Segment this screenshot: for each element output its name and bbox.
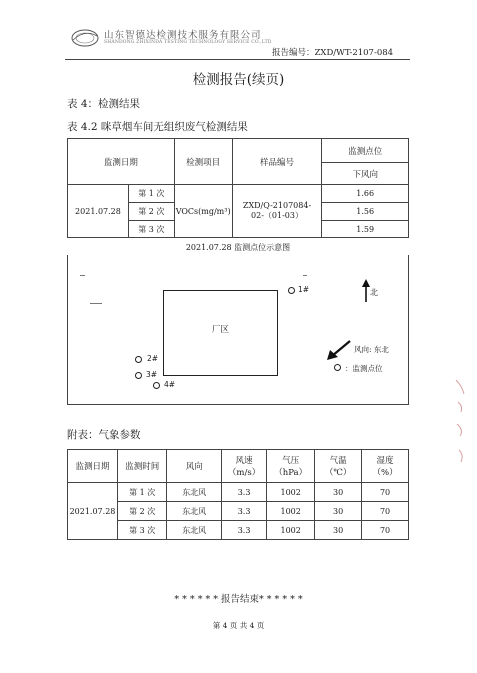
- north-label: 北: [370, 288, 378, 297]
- company-name: 山东智德达检测技术服务有限公司: [104, 30, 262, 41]
- point-label-1: 1#: [298, 285, 310, 294]
- weather-cell-wind-dir: 东北风: [167, 502, 221, 521]
- margin-stamp-marks: [452, 380, 472, 470]
- section-table42-title: 表 4.2 咪草烟车间无组织废气检测结果: [67, 121, 248, 133]
- weather-cell-date: 2021.07.28: [68, 483, 118, 540]
- weather-cell-humidity: 70: [362, 502, 409, 521]
- weather-cell-wind-speed: 3.3: [221, 502, 266, 521]
- monitoring-point-4: [153, 382, 160, 389]
- cell-value: 1.56: [322, 203, 409, 221]
- section-table4-title: 表 4：检测结果: [67, 98, 141, 110]
- cell-sample-no: ZXD/Q-2107084-02-（01-03）: [232, 185, 322, 238]
- header-sample-no: 样品编号: [232, 139, 322, 185]
- legend-label: ：监测点位: [345, 364, 383, 373]
- weather-cell-wind-dir: 东北风: [167, 483, 221, 502]
- report-end-marker: * * * * * * 报告结束* * * * * *: [174, 594, 303, 605]
- weather-cell-temp: 30: [315, 521, 362, 540]
- map-mark: [80, 275, 85, 276]
- weather-header-wind-dir: 风向: [167, 450, 221, 483]
- cell-run: 第 3 次: [128, 221, 174, 238]
- results-table: [67, 138, 409, 238]
- wind-direction-arrow-icon: [326, 339, 352, 361]
- cell-run: 第 2 次: [128, 203, 174, 221]
- company-name-en: SHANDONG ZHIXINDA TESTING TECHNOLOGY SERVICE CO.,LTD: [104, 40, 272, 45]
- point-label-2: 2#: [147, 354, 159, 363]
- weather-table: [67, 449, 409, 540]
- wind-direction-label: 风向: 东北: [354, 345, 389, 354]
- page-number: 第 4 页 共 4 页: [212, 621, 265, 630]
- header-point: 监测点位: [322, 139, 409, 163]
- weather-header-humidity: 湿度（%）: [362, 450, 409, 483]
- cell-item: VOCs(mg/m³): [174, 185, 232, 238]
- weather-cell-pressure: 1002: [267, 521, 315, 540]
- weather-cell-time: 第 2 次: [117, 502, 167, 521]
- header-date: 监测日期: [68, 139, 175, 185]
- weather-header-wind-speed: 风速（m/s）: [221, 450, 266, 483]
- header-item: 检测项目: [174, 139, 232, 185]
- weather-header-pressure: 气压（hPa）: [267, 450, 315, 483]
- company-logo: [70, 27, 100, 49]
- monitoring-point-2: [135, 356, 142, 363]
- monitoring-point-map: [67, 243, 409, 405]
- point-label-4: 4#: [164, 380, 176, 389]
- weather-cell-wind-dir: 东北风: [167, 521, 221, 540]
- monitoring-point-1: [288, 287, 295, 294]
- report-number: 报告编号：ZXD/WT-2107-084: [272, 48, 394, 58]
- legend-point-icon: [334, 364, 341, 371]
- weather-cell-humidity: 70: [362, 521, 409, 540]
- cell-date: 2021.07.28: [68, 185, 129, 238]
- map-title: 2021.07.28 监测点位示意图: [185, 243, 291, 252]
- weather-cell-pressure: 1002: [267, 483, 315, 502]
- section-weather-title: 附表：气象参数: [67, 429, 141, 441]
- factory-label: 厂区: [211, 325, 229, 335]
- header-downwind: 下风向: [322, 163, 409, 185]
- monitoring-point-3: [135, 372, 142, 379]
- weather-cell-wind-speed: 3.3: [221, 483, 266, 502]
- weather-cell-temp: 30: [315, 483, 362, 502]
- weather-cell-time: 第 3 次: [117, 521, 167, 540]
- map-mark: [90, 303, 102, 304]
- point-label-3: 3#: [146, 370, 158, 379]
- header-divider: [65, 59, 410, 60]
- cell-run: 第 1 次: [128, 185, 174, 203]
- page-title: 检测报告(续页): [192, 72, 285, 88]
- cell-value: 1.59: [322, 221, 409, 238]
- cell-value: 1.66: [322, 185, 409, 203]
- map-mark: [303, 275, 307, 276]
- factory-area: [163, 290, 278, 376]
- weather-header-time: 监测时间: [117, 450, 167, 483]
- weather-cell-wind-speed: 3.3: [221, 521, 266, 540]
- weather-header-date: 监测日期: [68, 450, 118, 483]
- weather-header-temp: 气温（℃）: [315, 450, 362, 483]
- weather-cell-time: 第 1 次: [117, 483, 167, 502]
- weather-cell-pressure: 1002: [267, 502, 315, 521]
- weather-cell-humidity: 70: [362, 483, 409, 502]
- weather-cell-temp: 30: [315, 502, 362, 521]
